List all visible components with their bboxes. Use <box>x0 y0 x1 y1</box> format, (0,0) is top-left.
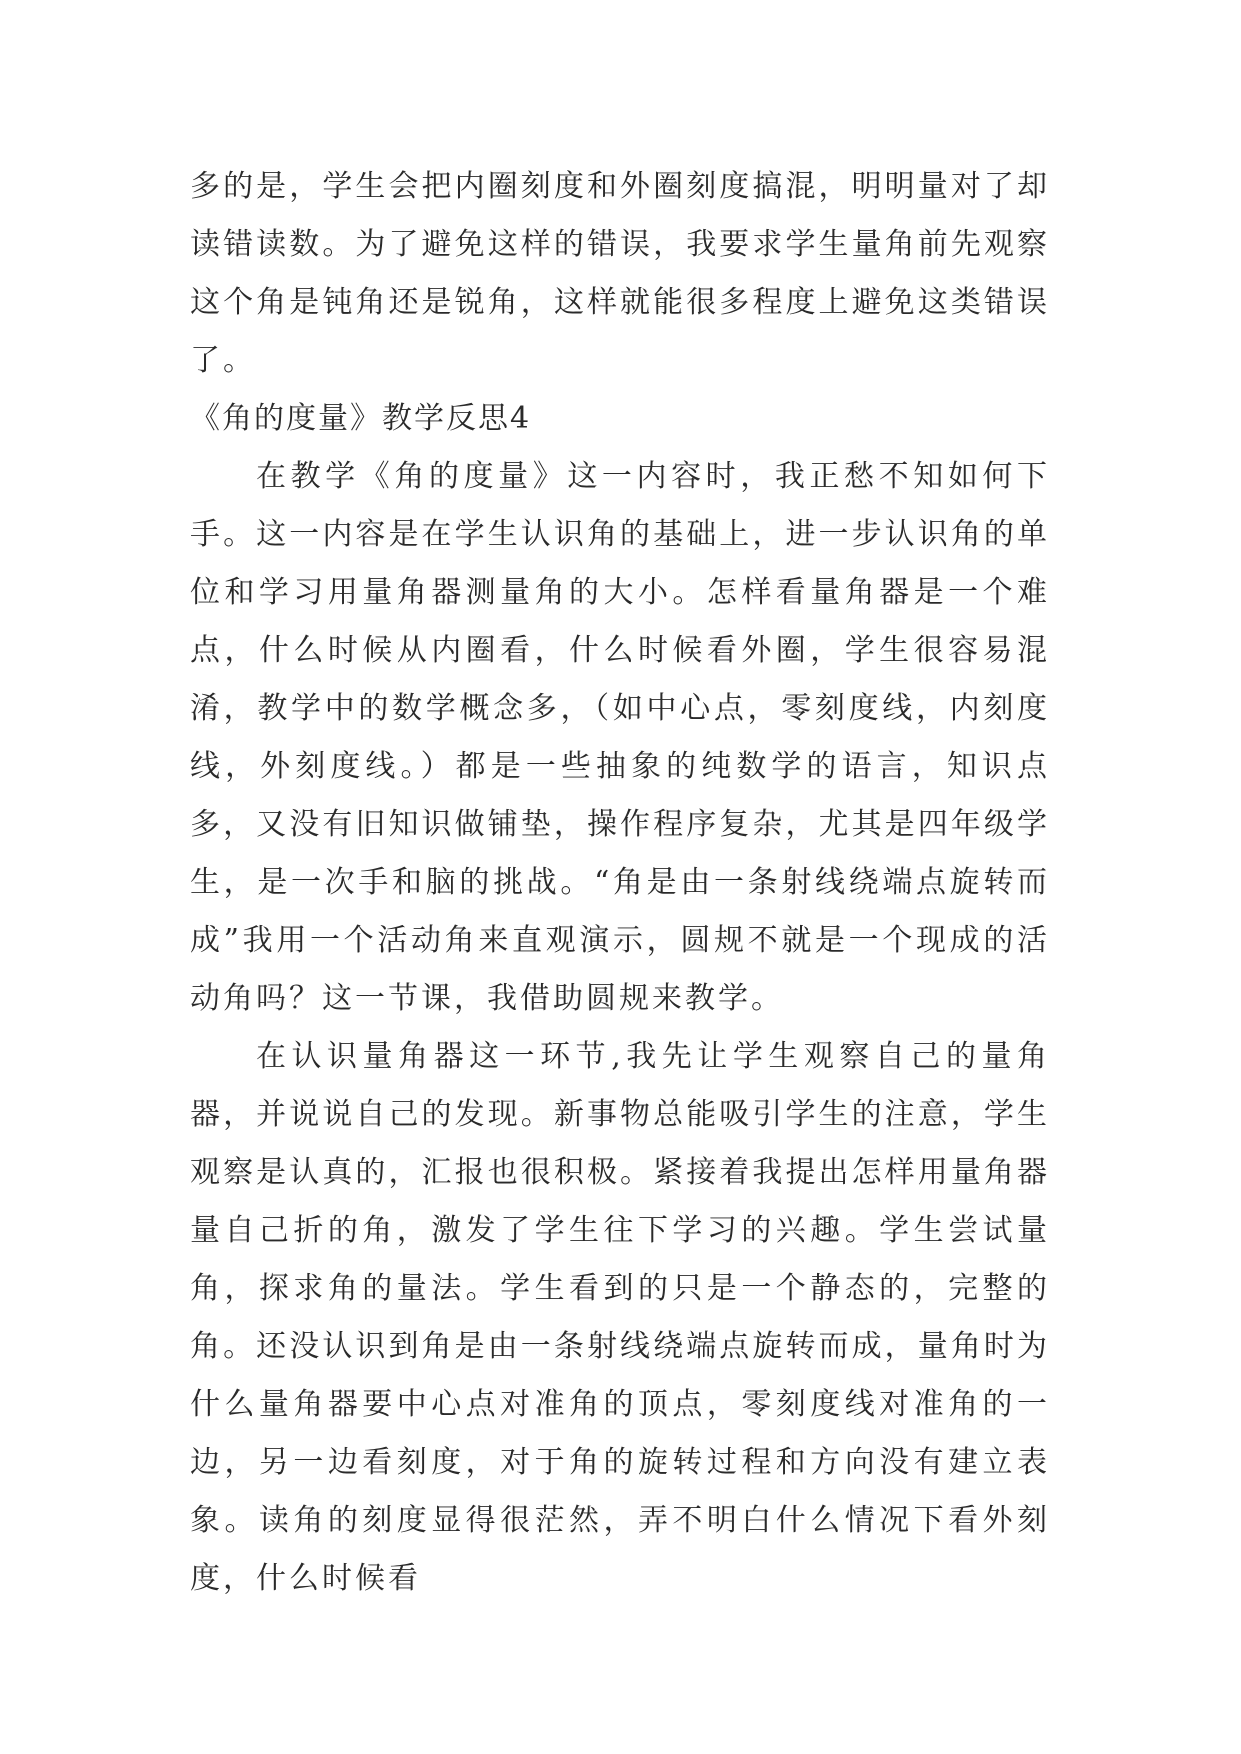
paragraph-continuation: 多的是，学生会把内圈刻度和外圈刻度搞混，明明量对了却读错读数。为了避免这样的错误，我要求学生量角前先观察这个角是钝角还是锐角，这样就能很多程度上避免这类错误了。 <box>190 169 1050 378</box>
section-heading: 《角的度量》教学反思4 <box>190 401 532 436</box>
paragraph-1: 在教学《角的度量》这一内容时，我正愁不知如何下手。这一内容是在学生认识角的基础上，进一步认识角的单位和学习用量角器测量角的大小。怎样看量角器是一个难点，什么时候从内圈看，什么时候看外圈，学生很容易混淆，教学中的数学概念多，（如中心点，零刻度线，内刻度线，外刻度线。）都是一些抽象的纯数学的语言，知识点多，又没有旧知识做铺垫，操作程序复杂，尤其是四年级学生，是一次手和脑的挑战。“角是由一条射线绕端点旋转而成”我用一个活动角来直观演示，圆规不就是一个现成的活动角吗？这一节课，我借助圆规来教学。 <box>190 459 1050 1016</box>
paragraph-2: 在认识量角器这一环节,我先让学生观察自己的量角器，并说说自己的发现。新事物总能吸引学生的注意，学生观察是认真的，汇报也很积极。紧接着我提出怎样用量角器量自己折的角，激发了学生往下学习的兴趣。学生尝试量角，探求角的量法。学生看到的只是一个静态的，完整的角。还没认识到角是由一条射线绕端点旋转而成，量角时为什么量角器要中心点对准角的顶点，零刻度线对准角的一边，另一边看刻度，对于角的旋转过程和方向没有建立表象。读角的刻度显得很茫然，弄不明白什么情况下看外刻度，什么时候看 <box>190 1039 1050 1596</box>
document-body <box>190 158 1050 1608</box>
